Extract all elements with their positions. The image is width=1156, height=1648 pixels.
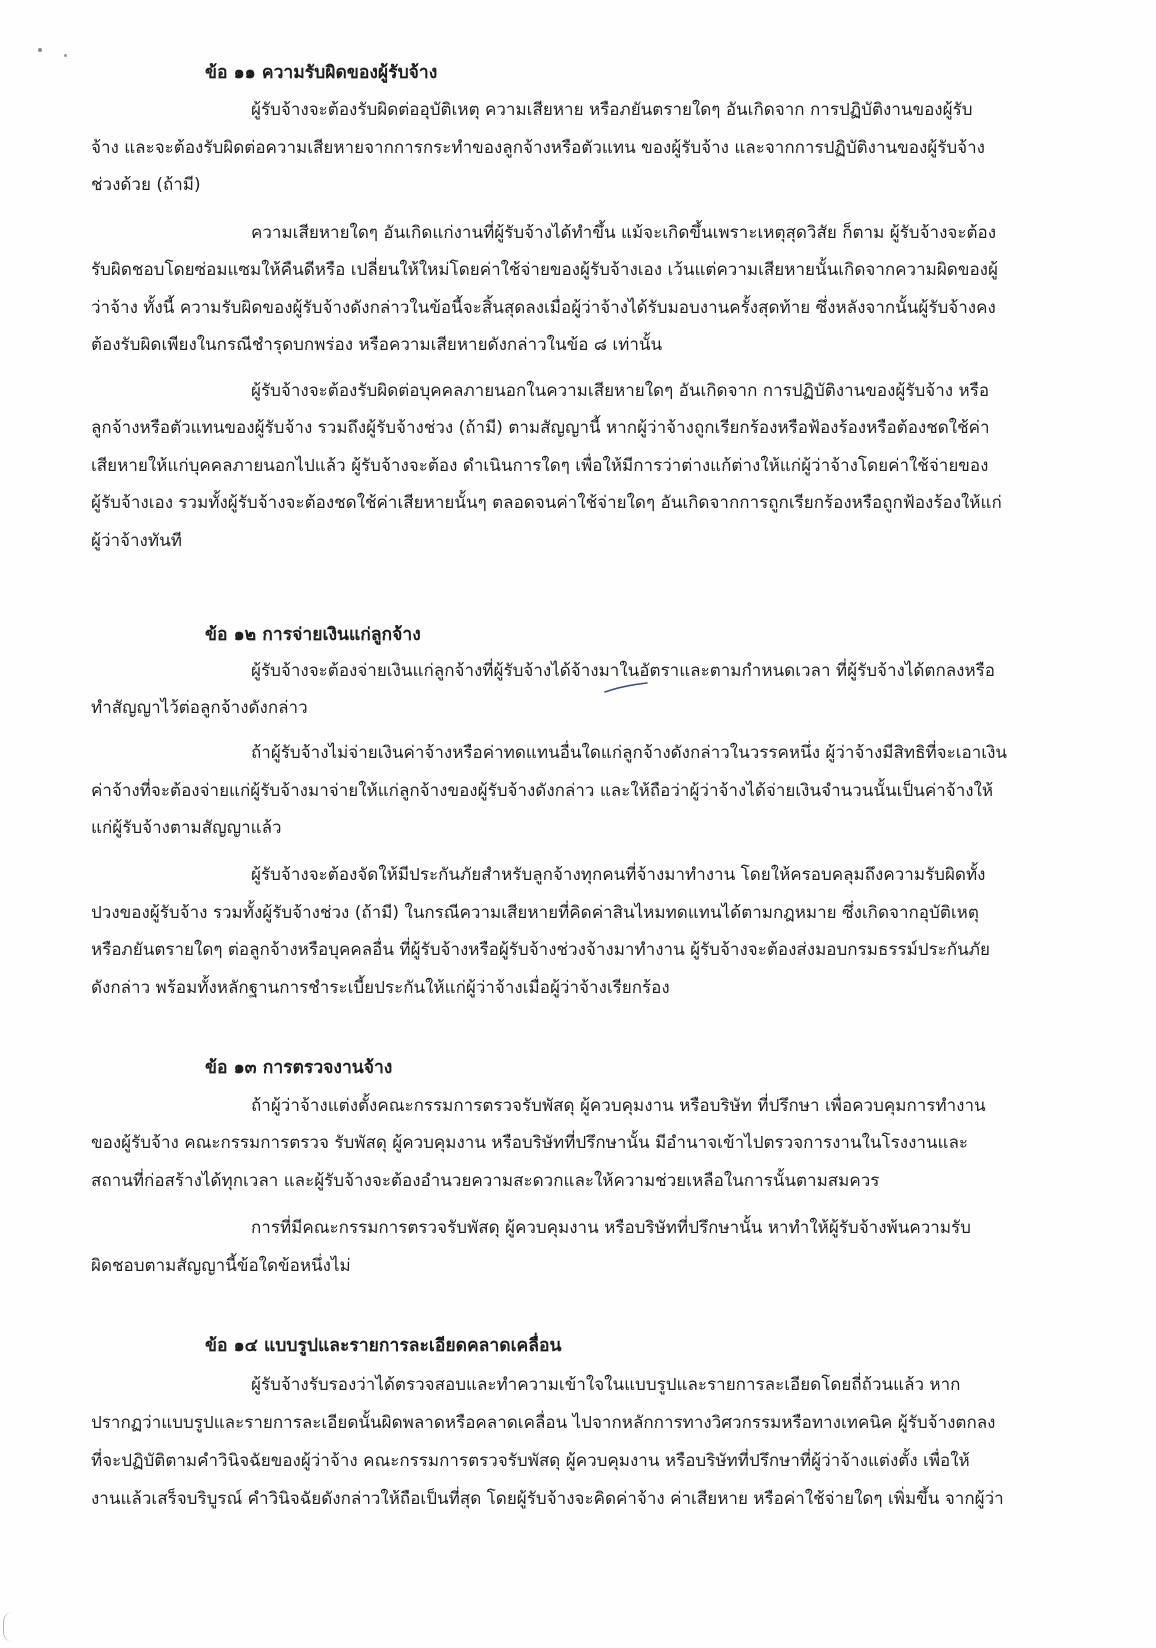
paragraph-line: ว่าจ้าง ทั้งนี้ ความรับผิดของผู้รับจ้างดังกล่าวในข้อนี้จะสิ้นสุดลงเมื่อผู้ว่าจ้างได้รับมอบงานครั้งสุดท้าย ซึ่งหลังจากนั้นผู้รับจ้างคง <box>91 298 996 318</box>
paragraph-line: ทำสัญญาไว้ต่อลูกจ้างดังกล่าว <box>91 698 308 718</box>
paragraph-line: ของผู้รับจ้าง คณะกรรมการตรวจ รับพัสดุ ผู้ควบคุมงาน หรือบริษัทที่ปรึกษานั้น มีอำนาจเข้าไปตรวจการงานในโรงงานและ <box>91 1133 969 1153</box>
paragraph-line: สถานที่ก่อสร้างได้ทุกเวลา และผู้รับจ้างจะต้องอำนวยความสะดวกและให้ความช่วยเหลือในการนั้นตามสมควร <box>91 1171 880 1191</box>
paragraph-line: ต้องรับผิดเพียงในกรณีชำรุดบกพร่อง หรือความเสียหายดังกล่าวในข้อ ๘ เท่านั้น <box>91 335 663 355</box>
paragraph-line: ผู้รับจ้างรับรองว่าได้ตรวจสอบและทำความเข้าใจในแบบรูปและรายการละเอียดโดยถี่ถ้วนแล้ว หาก <box>251 1375 961 1395</box>
paragraph-line: ผู้รับจ้างเอง รวมทั้งผู้รับจ้างจะต้องชดใช้ค่าเสียหายนั้นๆ ตลอดจนค่าใช้จ่ายใดๆ อันเกิดจากการถูกเรียกร้องหรือถูกฟ้องร้องให้แก่ <box>91 493 1002 513</box>
paragraph-line: ที่จะปฏิบัติตามคำวินิจฉัยของผู้ว่าจ้าง คณะกรรมการตรวจรับพัสดุ ผู้ควบคุมงาน หรือบริษัทที่ปรึกษาที่ผู้ว่าจ้างแต่งตั้ง เพื่อให้ <box>91 1451 970 1471</box>
paragraph-line: ค่าจ้างที่จะต้องจ่ายแก่ผู้รับจ้างมาจ่ายให้แก่ลูกจ้างของผู้รับจ้างดังกล่าว และให้ถือว่าผู้ว่าจ้างได้จ่ายเงินจำนวนนั้นเป็นค่าจ้างให้ <box>91 781 994 801</box>
section-heading: ข้อ ๑๑ ความรับผิดของผู้รับจ้าง <box>205 63 438 83</box>
handwritten-pen-mark <box>604 682 648 694</box>
paragraph-line: จ้าง และจะต้องรับผิดต่อความเสียหายจากการกระทำของลูกจ้างหรือตัวแทน ของผู้รับจ้าง และจากการปฏิบัติงานของผู้รับจ้าง <box>91 138 985 158</box>
paragraph-line: ผู้รับจ้างจะต้องจ่ายเงินแก่ลูกจ้างที่ผู้รับจ้างได้จ้างมาในอัตราและตามกำหนดเวลา ที่ผู้รับจ้างได้ตกลงหรือ <box>251 661 996 681</box>
paragraph-line: ถ้าผู้ว่าจ้างแต่งตั้งคณะกรรมการตรวจรับพัสดุ ผู้ควบคุมงาน หรือบริษัท ที่ปรึกษา เพื่อควบคุมการทำงาน <box>251 1096 986 1116</box>
paragraph-line: ลูกจ้างหรือตัวแทนของผู้รับจ้าง รวมถึงผู้รับจ้างช่วง (ถ้ามี) ตามสัญญานี้ หากผู้ว่าจ้างถูกเรียกร้องหรือฟ้องร้องหรือต้องชดใช้ค่า <box>91 418 990 438</box>
section-heading: ข้อ ๑๓ การตรวจงานจ้าง <box>205 1058 393 1078</box>
section-heading: ข้อ ๑๔ แบบรูปและรายการละเอียดคลาดเคลื่อน <box>205 1336 562 1356</box>
paragraph-line: ผิดชอบตามสัญญานี้ข้อใดข้อหนึ่งไม่ <box>91 1256 351 1276</box>
paragraph-line: ดังกล่าว พร้อมทั้งหลักฐานการชำระเบี้ยประกันให้แก่ผู้ว่าจ้างเมื่อผู้ว่าจ้างเรียกร้อง <box>91 978 670 998</box>
paragraph-line: ปรากฏว่าแบบรูปและรายการละเอียดนั้นผิดพลาดหรือคลาดเคลื่อน ไปจากหลักการทางวิศวกรรมหรือทางเทคนิค ผู้รับจ้างตกลง <box>91 1413 996 1433</box>
section-heading: ข้อ ๑๒ การจ่ายเงินแก่ลูกจ้าง <box>205 625 421 645</box>
paragraph-line: หรือภยันตรายใดๆ ต่อลูกจ้างหรือบุคคลอื่น ที่ผู้รับจ้างหรือผู้รับจ้างช่วงจ้างมาทำงาน ผู้รับจ้างจะต้องส่งมอบกรมธรรม์ประกันภัย <box>91 940 990 960</box>
paragraph-line: ผู้ว่าจ้างทันที <box>91 531 182 551</box>
paragraph-line: ผู้รับจ้างจะต้องรับผิดต่ออุบัติเหตุ ความเสียหาย หรือภยันตรายใดๆ อันเกิดจาก การปฏิบัติงานของผู้รับ <box>251 100 973 120</box>
paragraph-line: เสียหายให้แก่บุคคลภายนอกไปแล้ว ผู้รับจ้างจะต้อง ดำเนินการใดๆ เพื่อให้มีการว่าต่างแก้ต่างให้แก่ผู้ว่าจ้างโดยค่าใช้จ่ายของ <box>91 456 989 476</box>
paragraph-line: ปวงของผู้รับจ้าง รวมทั้งผู้รับจ้างช่วง (ถ้ามี) ในกรณีความเสียหายที่คิดค่าสินไหมทดแทนได้ตามกฎหมาย ซึ่งเกิดจากอุบัติเหตุ <box>91 903 979 923</box>
paragraph-line: ผู้รับจ้างจะต้องรับผิดต่อบุคคลภายนอกในความเสียหายใดๆ อันเกิดจาก การปฏิบัติงานของผู้รับจ้าง หรือ <box>251 381 990 401</box>
paragraph-line: งานแล้วเสร็จบริบูรณ์ คำวินิจฉัยดังกล่าวให้ถือเป็นที่สุด โดยผู้รับจ้างจะคิดค่าจ้าง ค่าเสียหาย หรือค่าใช้จ่ายใดๆ เพิ่มขึ้น จากผู้ว่า <box>91 1489 1004 1509</box>
paragraph-line: การที่มีคณะกรรมการตรวจรับพัสดุ ผู้ควบคุมงาน หรือบริษัทที่ปรึกษานั้น หาทำให้ผู้รับจ้างพ้นความรับ <box>251 1218 971 1238</box>
paragraph-line: แก่ผู้รับจ้างตามสัญญาแล้ว <box>91 818 282 838</box>
paragraph-line: ช่วงด้วย (ถ้ามี) <box>91 175 201 195</box>
paragraph-line: ถ้าผู้รับจ้างไม่จ่ายเงินค่าจ้างหรือค่าทดแทนอื่นใดแก่ลูกจ้างดังกล่าวในวรรคหนึ่ง ผู้ว่าจ้างมีสิทธิที่จะเอาเงิน <box>251 743 1008 763</box>
paragraph-line: ผู้รับจ้างจะต้องจัดให้มีประกันภัยสำหรับลูกจ้างทุกคนที่จ้างมาทำงาน โดยให้ครอบคลุมถึงความรับผิดทั้ง <box>251 865 986 885</box>
paragraph-line: รับผิดชอบโดยซ่อมแซมให้คืนดีหรือ เปลี่ยนให้ใหม่โดยค่าใช้จ่ายของผู้รับจ้างเอง เว้นแต่ความเสียหายนั้นเกิดจากความผิดของผู้ <box>91 260 998 280</box>
paragraph-line: ความเสียหายใดๆ อันเกิดแก่งานที่ผู้รับจ้างได้ทำขึ้น แม้จะเกิดขึ้นเพราะเหตุสุดวิสัย ก็ตาม ผู้รับจ้างจะต้อง <box>251 223 997 243</box>
